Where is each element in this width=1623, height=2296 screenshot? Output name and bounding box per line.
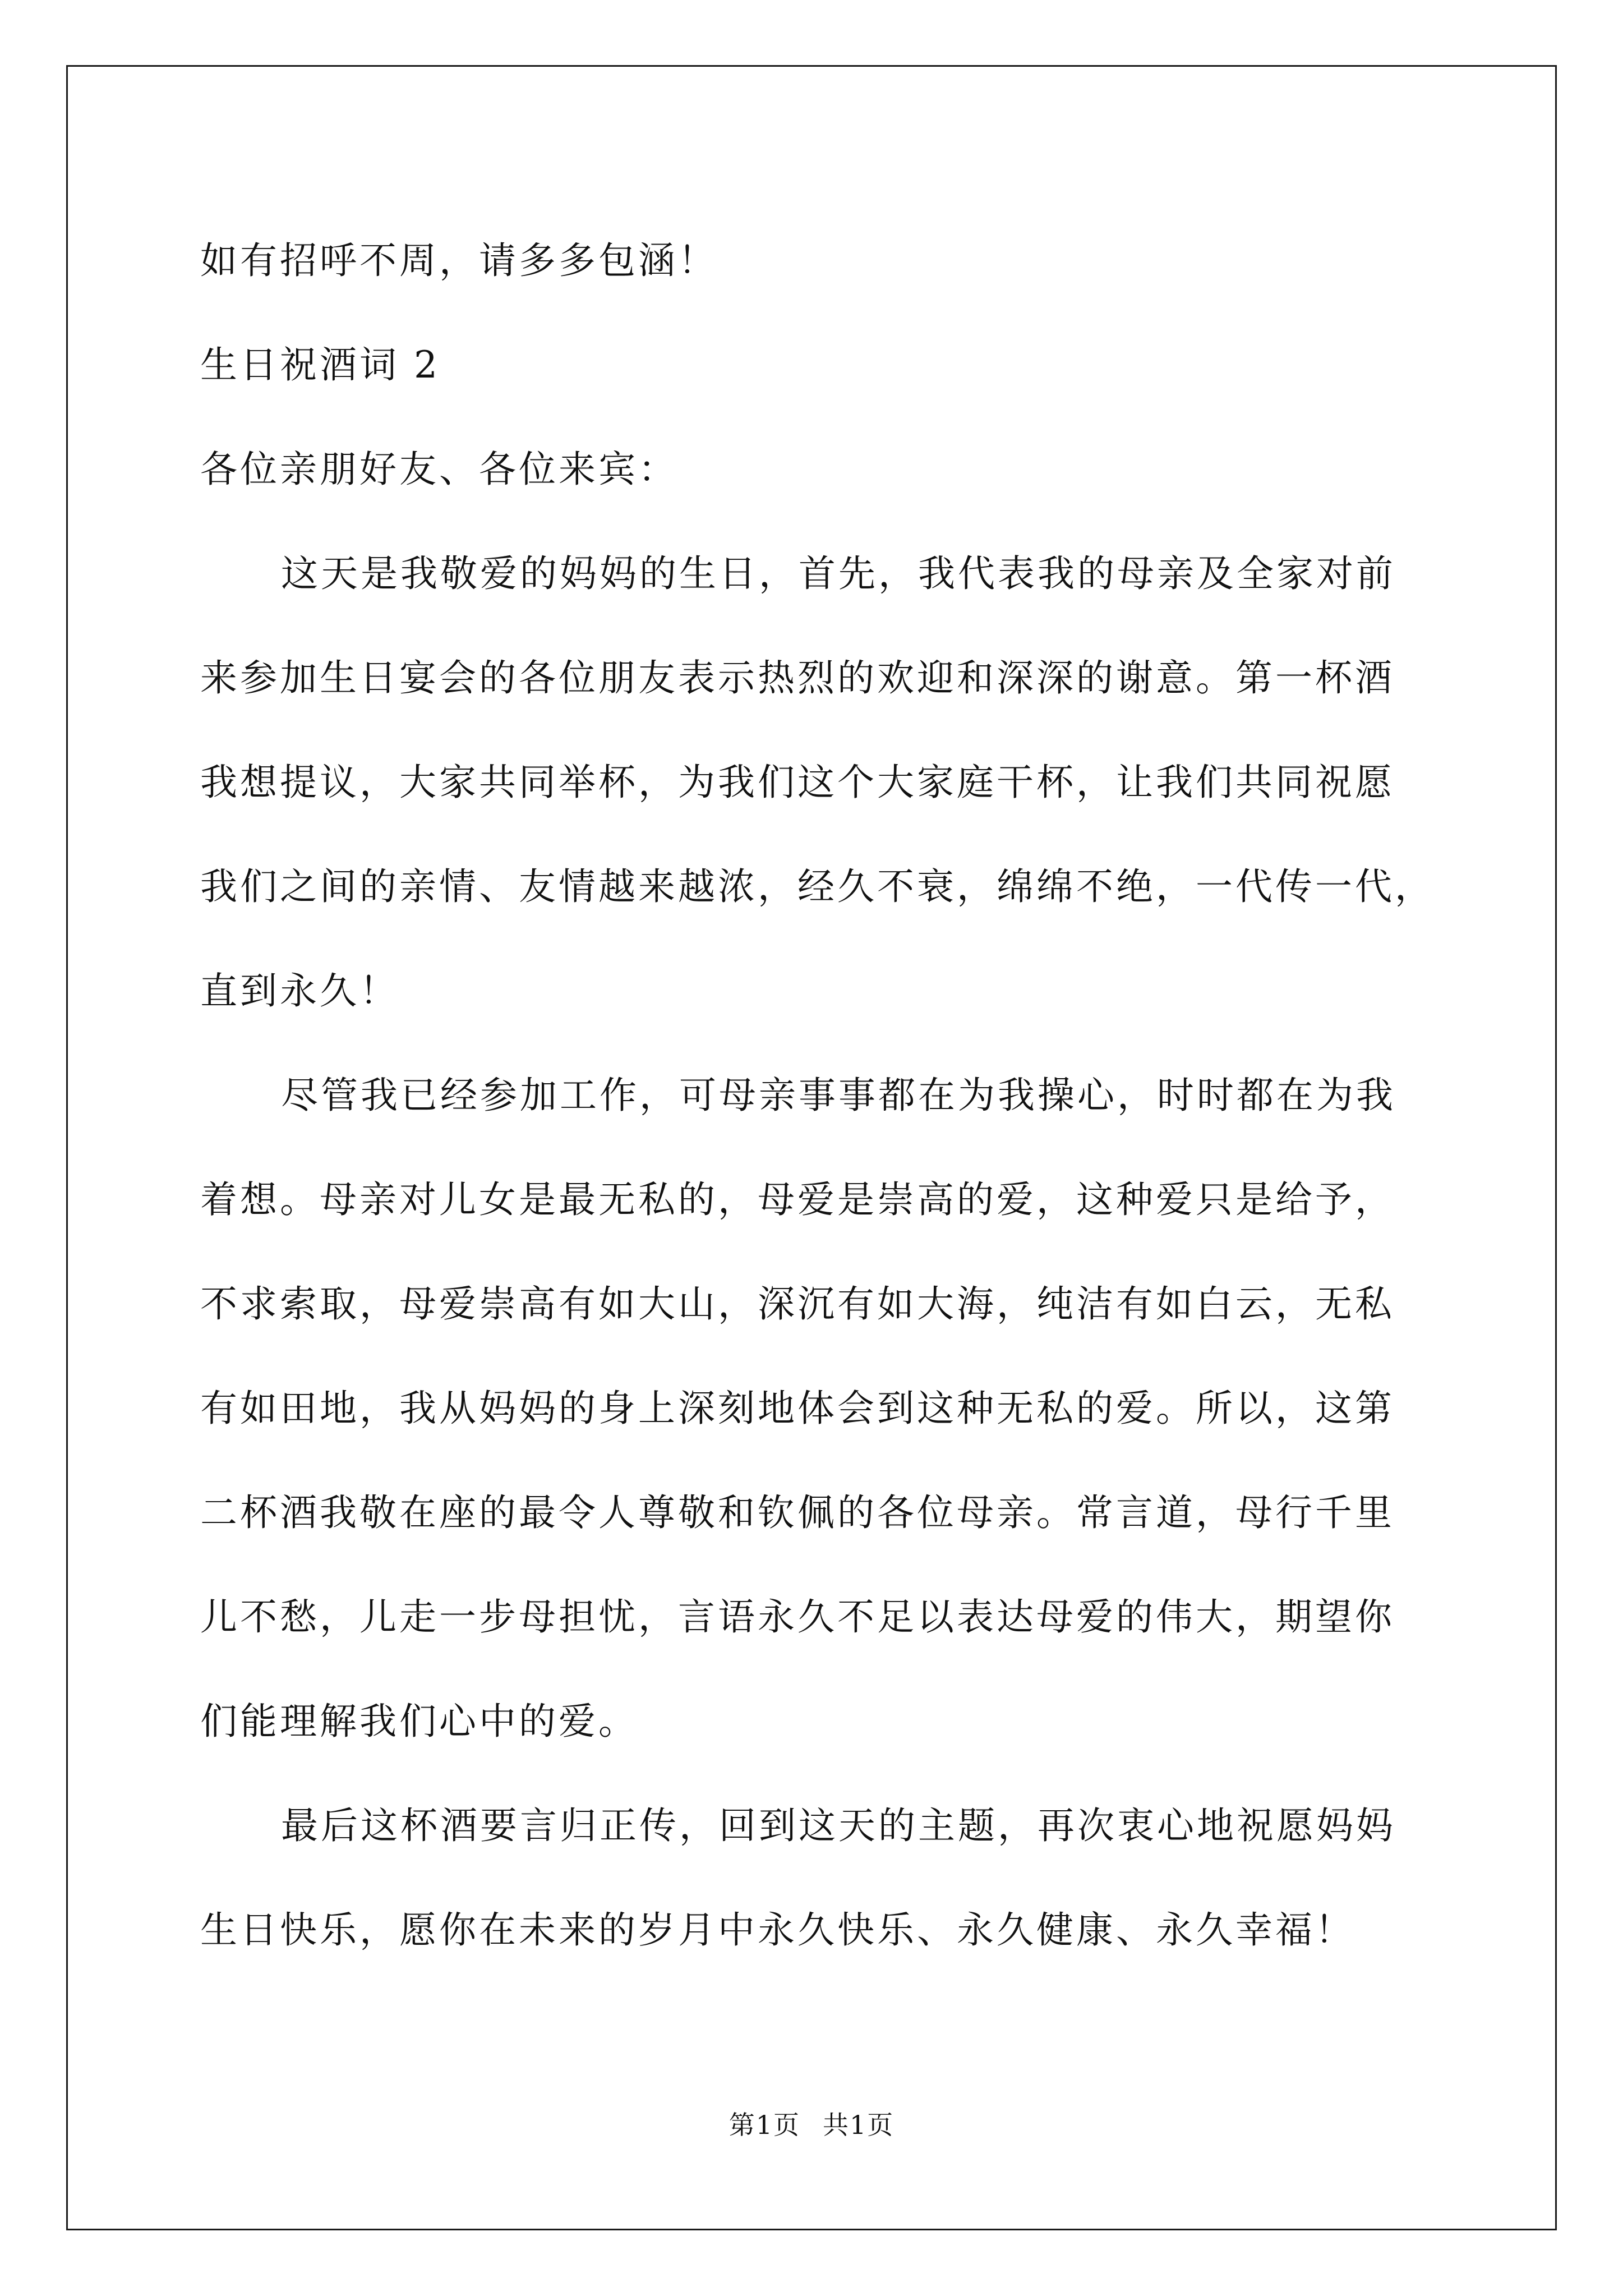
paragraph-2-line-6: 儿不愁，儿走一步母担忧，言语永久不足以表达母爱的伟大，期望你 xyxy=(200,1595,1395,1639)
paragraph-2-line-2: 着想。母亲对儿女是最无私的，母爱是崇高的爱，这种爱只是给予， xyxy=(200,1178,1395,1221)
paragraph-1-line-2: 来参加生日宴会的各位朋友表示热烈的欢迎和深深的谢意。第一杯酒 xyxy=(200,656,1395,700)
paragraph-3-line-2: 生日快乐，愿你在未来的岁月中永久快乐、永久健康、永久幸福！ xyxy=(200,1908,1355,1952)
paragraph-2-line-7: 们能理解我们心中的爱。 xyxy=(200,1700,638,1743)
paragraph-2-line-1: 尽管我已经参加工作，可母亲事事都在为我操心，时时都在为我 xyxy=(281,1074,1396,1117)
paragraph-2-line-3: 不求索取，母爱崇高有如大山，深沉有如大海，纯洁有如白云，无私 xyxy=(200,1282,1395,1326)
paragraph-1-line-1: 这天是我敬爱的妈妈的生日，首先，我代表我的母亲及全家对前 xyxy=(281,552,1396,595)
text-line-closing: 如有招呼不周，请多多包涵！ xyxy=(200,239,718,282)
section-heading: 生日祝酒词 2 xyxy=(200,343,440,386)
document-body xyxy=(200,209,1445,1982)
paragraph-3-line-1: 最后这杯酒要言归正传，回到这天的主题，再次衷心地祝愿妈妈 xyxy=(281,1804,1396,1847)
page-number-total: 共1页 xyxy=(823,2110,895,2140)
page-footer xyxy=(0,2105,1623,2142)
page-number-current: 第1页 xyxy=(728,2110,800,2140)
paragraph-1-line-3: 我想提议，大家共同举杯，为我们这个大家庭干杯，让我们共同祝愿 xyxy=(200,761,1395,804)
paragraph-2-line-4: 有如田地，我从妈妈的身上深刻地体会到这种无私的爱。所以，这第 xyxy=(200,1387,1395,1430)
paragraph-1-line-5: 直到永久！ xyxy=(200,969,399,1013)
paragraph-1-line-4: 我们之间的亲情、友情越来越浓，经久不衰，绵绵不绝，一代传一代， xyxy=(200,865,1435,908)
paragraph-2-line-5: 二杯酒我敬在座的最令人尊敬和钦佩的各位母亲。常言道，母行千里 xyxy=(200,1491,1395,1534)
salutation: 各位亲朋好友、各位来宾： xyxy=(200,448,678,491)
